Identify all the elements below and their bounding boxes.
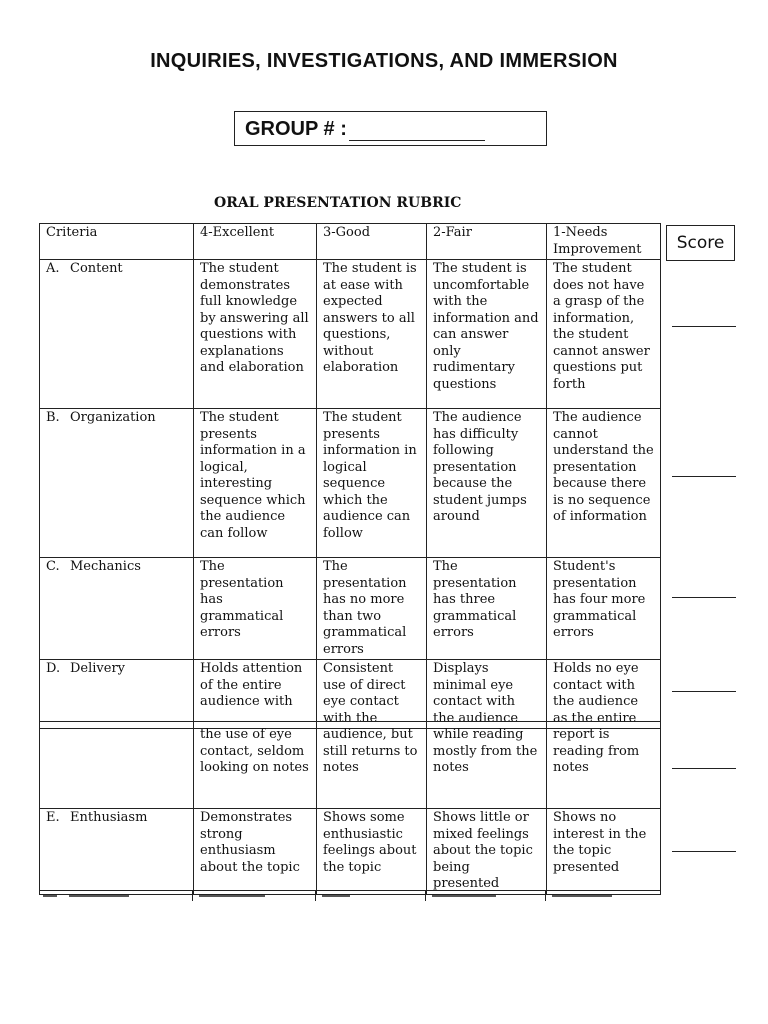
score-blank-organization[interactable]	[672, 476, 736, 477]
criterion-letter: A.	[46, 261, 60, 276]
header-needs-improvement: 1-Needs Improvement	[547, 224, 661, 260]
criterion-letter: C.	[46, 559, 60, 574]
descriptor-cell: audience, but still returns to notes	[317, 722, 427, 809]
cut-divider	[192, 891, 193, 901]
rubric-subtitle: ORAL PRESENTATION RUBRIC	[214, 195, 462, 211]
cut-divider	[545, 891, 546, 901]
cut-text-fragment	[43, 895, 57, 897]
cut-divider	[425, 891, 426, 901]
descriptor-cell: The student presents information in logical sequence which the audience can follow	[317, 409, 427, 558]
cut-text-fragment	[199, 895, 265, 897]
criterion-name: Organization	[70, 410, 156, 425]
header-good: 3-Good	[317, 224, 427, 260]
header-criteria: Criteria	[40, 224, 194, 260]
header-row	[40, 224, 661, 260]
descriptor-cell: The student does not have a grasp of the information, the student cannot answer questions put forth	[547, 260, 661, 409]
group-label: GROUP # :	[245, 118, 347, 140]
criterion-cell	[40, 722, 194, 809]
descriptor-cell: Consistent use of direct eye contact with the	[317, 660, 427, 729]
table-row	[40, 558, 661, 660]
cut-text-fragment	[432, 895, 496, 897]
table-row	[40, 722, 661, 809]
cut-text-fragment	[322, 895, 350, 897]
rubric-table	[39, 223, 661, 729]
descriptor-cell: Shows some enthusiastic feelings about the topic	[317, 809, 427, 895]
score-blank-delivery-top[interactable]	[672, 691, 736, 692]
criterion-cell	[40, 660, 194, 729]
descriptor-cell: report is reading from notes	[547, 722, 661, 809]
descriptor-cell: The presentation has no more than two grammatical errors	[317, 558, 427, 660]
criterion-name: Delivery	[70, 661, 126, 676]
score-header: Score	[666, 225, 735, 261]
header-fair: 2-Fair	[427, 224, 547, 260]
descriptor-cell: while reading mostly from the notes	[427, 722, 547, 809]
criterion-cell	[40, 809, 194, 895]
cut-divider	[315, 891, 316, 901]
document-title: INQUIRIES, INVESTIGATIONS, AND IMMERSION	[150, 50, 618, 72]
descriptor-cell: Shows no interest in the the topic presented	[547, 809, 661, 895]
descriptor-cell: The student presents information in a logical, interesting sequence which the audience can follow	[194, 409, 317, 558]
header-excellent: 4-Excellent	[194, 224, 317, 260]
table-row	[40, 660, 661, 729]
descriptor-cell: Holds no eye contact with the audience as the entire	[547, 660, 661, 729]
cut-text-fragment	[69, 895, 129, 897]
descriptor-cell: Demonstrates strong enthusiasm about the topic	[194, 809, 317, 895]
criterion-cell	[40, 260, 194, 409]
table-row	[40, 260, 661, 409]
score-blank-delivery[interactable]	[672, 768, 736, 769]
descriptor-cell: The presentation has three grammatical errors	[427, 558, 547, 660]
criterion-letter: E.	[46, 810, 60, 825]
descriptor-cell: The audience has difficulty following presentation because the student jumps around	[427, 409, 547, 558]
cut-text-fragment	[552, 895, 612, 897]
criterion-cell	[40, 558, 194, 660]
criterion-name: Mechanics	[70, 559, 141, 574]
criterion-name: Enthusiasm	[70, 810, 148, 825]
score-blank-mechanics[interactable]	[672, 597, 736, 598]
descriptor-cell: Student's presentation has four more grammatical errors	[547, 558, 661, 660]
score-blank-enthusiasm[interactable]	[672, 851, 736, 852]
score-blank-content[interactable]	[672, 326, 736, 327]
table-row	[40, 809, 661, 895]
descriptor-cell: The student demonstrates full knowledge by answering all questions with explanations and elaboration	[194, 260, 317, 409]
criterion-letter: D.	[46, 661, 61, 676]
descriptor-cell: The student is uncomfortable with the information and can answer only rudimentary questions	[427, 260, 547, 409]
group-blank-line[interactable]	[349, 122, 485, 141]
descriptor-cell: Displays minimal eye contact with the audience	[427, 660, 547, 729]
descriptor-cell: Shows little or mixed feelings about the topic being presented	[427, 809, 547, 895]
table-row	[40, 409, 661, 558]
descriptor-cell: The audience cannot understand the presentation because there is no sequence of information	[547, 409, 661, 558]
group-number-field[interactable]	[234, 111, 547, 146]
descriptor-cell: The presentation has grammatical errors	[194, 558, 317, 660]
descriptor-cell: Holds attention of the entire audience with	[194, 660, 317, 729]
descriptor-cell: The student is at ease with expected answers to all questions, without elaboration	[317, 260, 427, 409]
criterion-name: Content	[70, 261, 123, 276]
descriptor-cell: the use of eye contact, seldom looking on notes	[194, 722, 317, 809]
criterion-cell	[40, 409, 194, 558]
criterion-letter: B.	[46, 410, 60, 425]
rubric-table-continued	[39, 721, 661, 895]
cut-off-row	[39, 890, 660, 901]
